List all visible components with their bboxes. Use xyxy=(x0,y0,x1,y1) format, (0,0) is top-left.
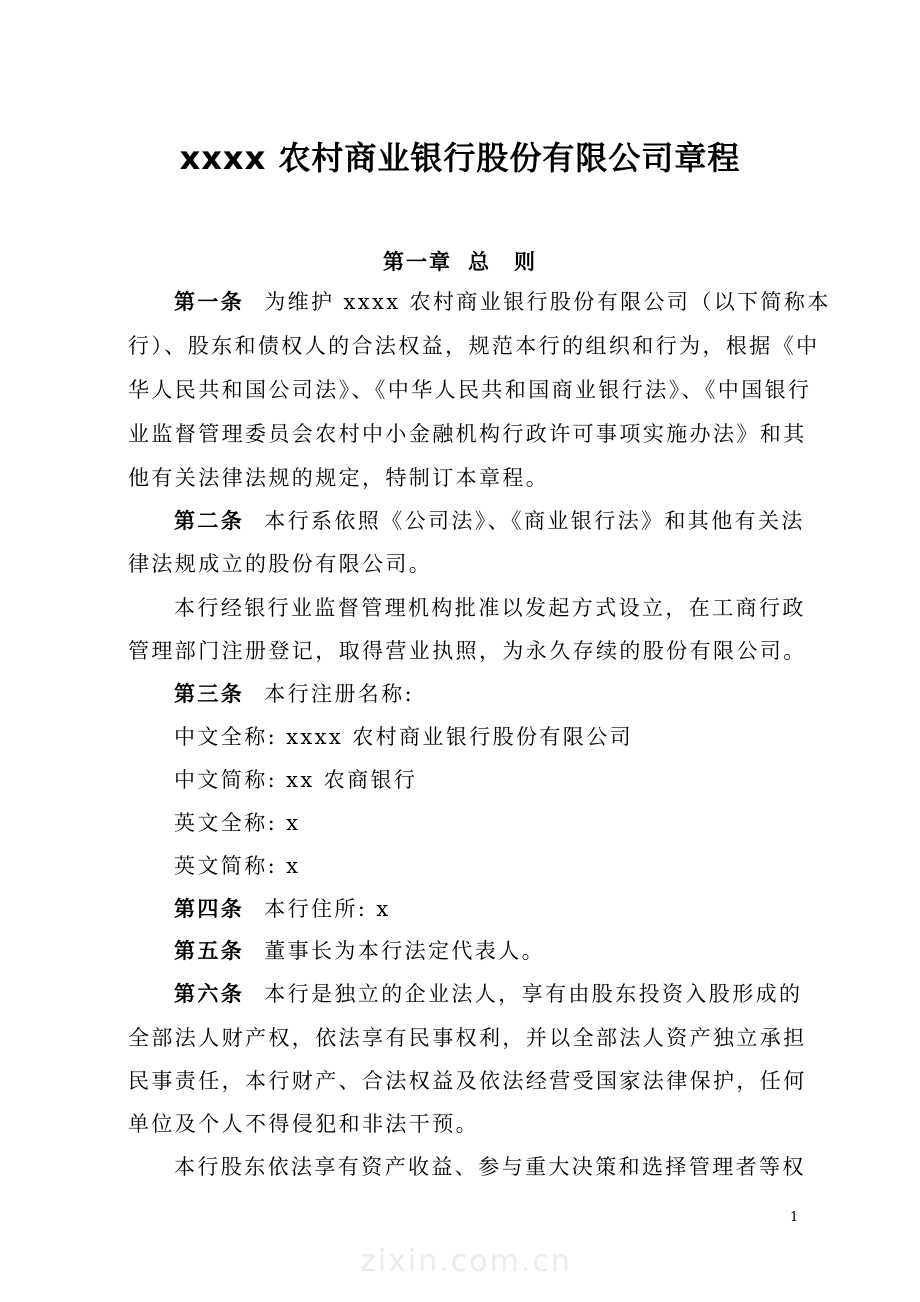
paragraph-line xyxy=(128,377,812,403)
line-text: 为维护 xxxx 农村商业银行股份有限公司（以下简称本 xyxy=(264,290,831,314)
paragraph-line xyxy=(128,1068,808,1094)
chapter-name: 总 则 xyxy=(468,249,537,274)
line-text: 本行经银行业监督管理机构批准以发起方式设立，在工商行政 xyxy=(174,596,806,620)
line-text: 英文简称: x xyxy=(174,854,301,878)
article-label: 第六条 xyxy=(174,981,245,1006)
paragraph-line xyxy=(174,767,854,793)
paragraph-line xyxy=(174,938,854,964)
line-text: 管理部门注册登记，取得营业执照，为永久存续的股份有限公司。 xyxy=(128,639,807,663)
article-label: 第五条 xyxy=(174,938,245,963)
paragraph-line xyxy=(174,896,854,922)
line-text: 业监督管理委员会农村中小金融机构行政许可事项实施办法》和其 xyxy=(128,422,807,446)
paragraph-line xyxy=(174,1154,854,1180)
paragraph-line xyxy=(174,289,854,315)
paragraph-line xyxy=(128,638,808,664)
line-text: 本行住所: x xyxy=(264,897,391,921)
line-text: 中文简称: xx 农商银行 xyxy=(174,768,418,792)
paragraph-line xyxy=(174,853,854,879)
line-text: 行）、股东和债权人的合法权益，规范本行的组织和行为，根据《中 xyxy=(128,334,820,358)
article-label: 第一条 xyxy=(174,289,245,314)
chapter-heading xyxy=(0,246,920,276)
line-text: 本行是独立的企业法人，享有由股东投资入股形成的 xyxy=(264,982,803,1006)
paragraph-line xyxy=(174,508,854,534)
chapter-number: 第一章 xyxy=(383,249,452,274)
document-title: xxxx 农村商业银行股份有限公司章程 xyxy=(179,139,741,177)
watermark: zixin.com.cn xyxy=(360,1244,572,1279)
paragraph-line xyxy=(128,551,808,577)
paragraph-line xyxy=(128,421,808,447)
article-label: 第四条 xyxy=(174,896,245,921)
line-text: 董事长为本行法定代表人。 xyxy=(264,939,546,963)
line-text: 本行系依照《公司法》、《商业银行法》和其他有关法 xyxy=(264,509,805,533)
line-text: 全部法人财产权，依法享有民事权利，并以全部法人资产独立承担 xyxy=(128,1026,807,1050)
line-text: 华人民共和国公司法》、《中华人民共和国商业银行法》、《中国银行 xyxy=(128,378,812,402)
paragraph-line xyxy=(174,681,854,707)
line-text: 本行股东依法享有资产收益、参与重大决策和选择管理者等权 xyxy=(174,1155,806,1179)
line-text: 英文全称: x xyxy=(174,811,301,835)
paragraph-line xyxy=(128,333,820,359)
paragraph-line xyxy=(174,724,854,750)
line-text: 本行注册名称: xyxy=(264,682,415,706)
article-label: 第二条 xyxy=(174,508,245,533)
paragraph-line xyxy=(128,1111,808,1137)
line-text: 中文全称: xxxx 农村商业银行股份有限公司 xyxy=(174,725,633,749)
line-text: 他有关法律法规的规定，特制订本章程。 xyxy=(128,466,550,490)
line-text: 律法规成立的股份有限公司。 xyxy=(128,552,433,576)
page-number: 1 xyxy=(790,1210,799,1225)
article-label: 第三条 xyxy=(174,681,245,706)
line-text: 民事责任，本行财产、合法权益及依法经营受国家法律保护，任何 xyxy=(128,1069,807,1093)
line-text: 单位及个人不得侵犯和非法干预。 xyxy=(128,1112,479,1136)
paragraph-line xyxy=(174,981,854,1007)
paragraph-line xyxy=(128,465,808,491)
paragraph-line xyxy=(174,595,854,621)
paragraph-line xyxy=(128,1025,808,1051)
paragraph-line xyxy=(174,810,854,836)
